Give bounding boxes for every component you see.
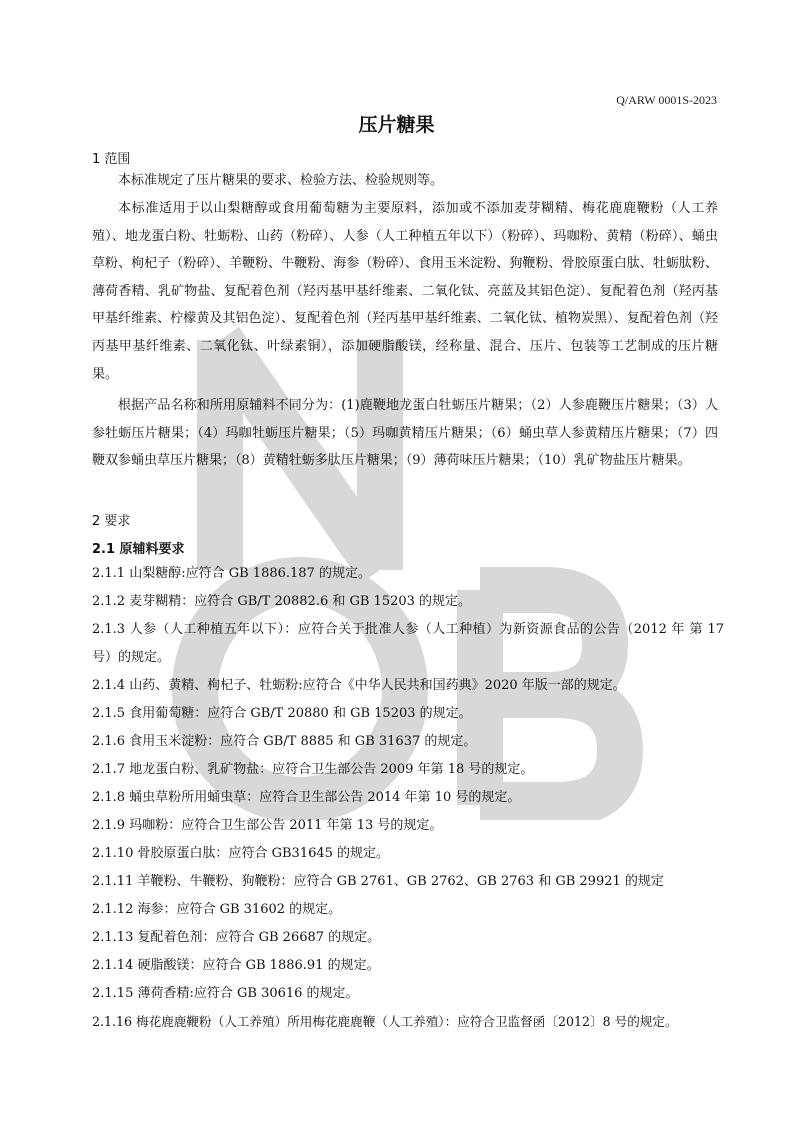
scope-paragraph-2: 本标准适用于以山梨糖醇或食用葡萄糖为主要原料，添加或不添加麦芽糊精、梅花鹿鹿鞭粉（人工养殖）、地龙蛋白粉、牡蛎粉、山药（粉碎）、人参（人工种植五年以下）（粉碎）、玛咖粉、黄精（粉碎）、蛹虫草粉、枸杞子（粉碎）、羊鞭粉、牛鞭粉、海参（粉碎）、食用玉米淀粉、狗鞭粉、骨胶原蛋白肽、牡蛎肽粉、薄荷香精、乳矿物盐、复配着色剂（羟丙基甲基纤维素、二氧化钛、亮蓝及其铝色淀）、复配着色剂（羟丙基甲基纤维素、柠檬黄及其铝色淀）、复配着色剂（羟丙基甲基纤维素、二氧化钛、植物炭黑）、复配着色剂（羟丙基甲基纤维素、二氧化钛、叶绿素铜），添加硬脂酸镁，经称量、混合、压片、包装等工艺制成的压片糖果。 [92, 201, 718, 382]
requirement-item: 2.1.8 蛹虫草粉所用蛹虫草：应符合卫生部公告 2014 年第 10 号的规定。 [92, 790, 521, 805]
requirement-item: 2.1.15 薄荷香精:应符合 GB 30616 的规定。 [92, 986, 359, 1001]
section-2-heading: 2 要求 [92, 514, 131, 529]
requirement-item: 2.1.5 食用葡萄糖：应符合 GB/T 20880 和 GB 15203 的规定。 [92, 706, 472, 721]
requirement-item: 2.1.9 玛咖粉：应符合卫生部公告 2011 年第 13 号的规定。 [92, 818, 443, 833]
requirement-item: 2.1.13 复配着色剂：应符合 GB 26687 的规定。 [92, 930, 381, 945]
document-code: Q/ARW 0001S-2023 [616, 93, 717, 107]
requirement-item: 2.1.3 人参（人工种植五年以下）：应符合关于批准人参（人工种植）为新资源食品的公告（2012 年 第 17 号）的规定。 [92, 622, 724, 665]
page-title: 压片糖果 [358, 114, 435, 136]
requirement-item: 2.1.7 地龙蛋白粉、乳矿物盐：应符合卫生部公告 2009 年第 18 号的规定。 [92, 762, 534, 777]
requirement-item: 2.1.11 羊鞭粉、牛鞭粉、狗鞭粉：应符合 GB 2761、GB 2762、GB 2763 和 GB 29921 的规定 [92, 874, 664, 889]
requirement-item: 2.1.4 山药、黄精、枸杞子、牡蛎粉:应符合《中华人民共和国药典》2020 年版一部的规定。 [92, 678, 626, 693]
scope-paragraph-1: 本标准规定了压片糖果的要求、检验方法、检验规则等。 [118, 173, 444, 188]
requirement-item: 2.1.16 梅花鹿鹿鞭粉（人工养殖）所用梅花鹿鹿鞭（人工养殖）：应符合卫监督函〔2012〕8 号的规定。 [92, 1014, 678, 1029]
section-1-heading: 1 范围 [92, 152, 131, 167]
requirement-item: 2.1.1 山梨糖醇:应符合 GB 1886.187 的规定。 [92, 566, 371, 581]
requirement-item: 2.1.12 海参：应符合 GB 31602 的规定。 [92, 902, 342, 917]
requirement-item: 2.1.6 食用玉米淀粉：应符合 GB/T 8885 和 GB 31637 的规定。 [92, 734, 477, 749]
section-2-1-heading: 2.1 原辅料要求 [92, 542, 185, 557]
requirement-item: 2.1.10 骨胶原蛋白肽：应符合 GB31645 的规定。 [92, 846, 390, 861]
requirement-item: 2.1.14 硬脂酸镁：应符合 GB 1886.91 的规定。 [92, 958, 380, 973]
requirement-item: 2.1.2 麦芽糊精：应符合 GB/T 20882.6 和 GB 15203 的规定。 [92, 594, 472, 609]
scope-paragraph-3: 根据产品名称和所用原辅料不同分为：(1)鹿鞭地龙蛋白牡蛎压片糖果；（2）人参鹿鞭压片糖果；（3）人参牡蛎压片糖果；（4）玛咖牡蛎压片糖果；（5）玛咖黄精压片糖果；（6）蛹虫草人参黄精压片糖果；（7）四鞭双参蛹虫草压片糖果；（8）黄精牡蛎多肽压片糖果；（9）薄荷味压片糖果；（10）乳矿物盐压片糖果。 [92, 398, 718, 469]
